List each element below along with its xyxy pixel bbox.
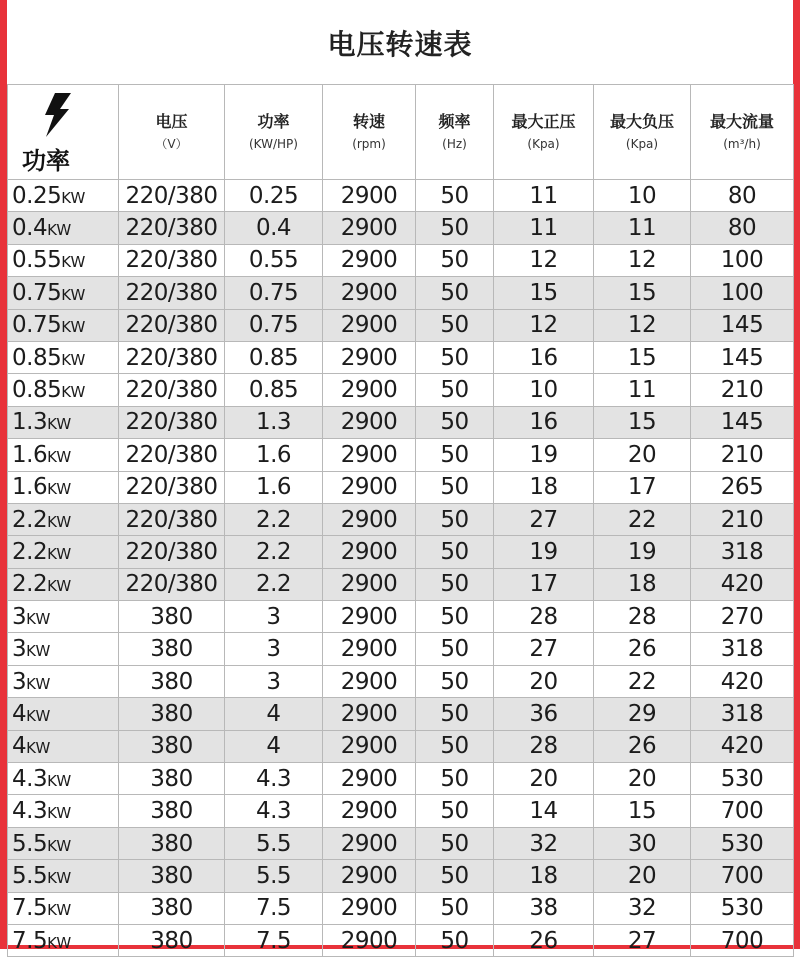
cell-max-positive-pressure: 20 xyxy=(494,763,594,795)
power-value: 2.2 xyxy=(12,506,48,533)
power-unit: KW xyxy=(47,415,72,434)
cell-max-positive-pressure: 16 xyxy=(494,406,594,438)
header-power-label: 功率 xyxy=(22,147,70,175)
cell-max-positive-pressure: 12 xyxy=(494,244,594,276)
cell-max-negative-pressure: 15 xyxy=(594,341,691,373)
table-row xyxy=(8,503,794,535)
table-row xyxy=(8,763,794,795)
cell-frequency: 50 xyxy=(416,698,494,730)
cell-max-negative-pressure: 30 xyxy=(594,827,691,859)
cell-power-kw: 4.3 xyxy=(225,795,323,827)
power-unit: KW xyxy=(47,901,72,920)
cell-voltage: 380 xyxy=(119,665,225,697)
cell-speed: 2900 xyxy=(323,503,416,535)
table-row xyxy=(8,471,794,503)
power-value: 3 xyxy=(12,668,27,695)
power-unit: KW xyxy=(61,188,86,207)
cell-max-positive-pressure: 28 xyxy=(494,601,594,633)
power-unit: KW xyxy=(26,642,51,661)
cell-max-positive-pressure: 38 xyxy=(494,892,594,924)
cell-voltage: 380 xyxy=(119,633,225,665)
cell-voltage: 380 xyxy=(119,795,225,827)
cell-frequency: 50 xyxy=(416,212,494,244)
cell-max-negative-pressure: 26 xyxy=(594,633,691,665)
cell-speed: 2900 xyxy=(323,892,416,924)
table-row xyxy=(8,439,794,471)
cell-max-flow: 210 xyxy=(691,374,794,406)
cell-power-kw: 2.2 xyxy=(225,536,323,568)
cell-power-kw: 5.5 xyxy=(225,860,323,892)
cell-power xyxy=(8,439,119,471)
cell-power-kw: 0.75 xyxy=(225,277,323,309)
cell-frequency: 50 xyxy=(416,439,494,471)
power-value: 2.2 xyxy=(12,571,48,598)
cell-frequency: 50 xyxy=(416,471,494,503)
cell-max-positive-pressure: 27 xyxy=(494,633,594,665)
cell-max-negative-pressure: 20 xyxy=(594,860,691,892)
cell-power xyxy=(8,763,119,795)
cell-power xyxy=(8,471,119,503)
cell-max-positive-pressure: 15 xyxy=(494,277,594,309)
cell-speed: 2900 xyxy=(323,601,416,633)
cell-power-kw: 3 xyxy=(225,633,323,665)
power-unit: KW xyxy=(61,253,86,272)
power-unit: KW xyxy=(47,221,72,240)
cell-max-positive-pressure: 12 xyxy=(494,309,594,341)
cell-speed: 2900 xyxy=(323,212,416,244)
power-unit: KW xyxy=(47,804,72,823)
table-row xyxy=(8,406,794,438)
table-row xyxy=(8,568,794,600)
cell-max-positive-pressure: 19 xyxy=(494,439,594,471)
cell-frequency: 50 xyxy=(416,860,494,892)
cell-speed: 2900 xyxy=(323,665,416,697)
table-row xyxy=(8,374,794,406)
power-value: 0.4 xyxy=(12,215,48,242)
power-value: 0.55 xyxy=(12,247,62,274)
cell-max-positive-pressure: 27 xyxy=(494,503,594,535)
cell-max-flow: 318 xyxy=(691,698,794,730)
cell-frequency: 50 xyxy=(416,730,494,762)
power-value: 0.85 xyxy=(12,377,62,404)
cell-max-positive-pressure: 17 xyxy=(494,568,594,600)
header-max-flow: 最大流量 (m³/h) xyxy=(691,85,794,180)
cell-power xyxy=(8,827,119,859)
cell-voltage: 220/380 xyxy=(119,568,225,600)
cell-power-kw: 1.3 xyxy=(225,406,323,438)
power-value: 7.5 xyxy=(12,895,48,922)
cell-max-flow: 100 xyxy=(691,244,794,276)
cell-power xyxy=(8,665,119,697)
cell-max-negative-pressure: 15 xyxy=(594,795,691,827)
table-row xyxy=(8,665,794,697)
cell-frequency: 50 xyxy=(416,568,494,600)
cell-speed: 2900 xyxy=(323,763,416,795)
table-row xyxy=(8,698,794,730)
header-max-negative-pressure: 最大负压 (Kpa) xyxy=(594,85,691,180)
power-value: 1.3 xyxy=(12,409,48,436)
cell-max-negative-pressure: 15 xyxy=(594,406,691,438)
cell-voltage: 220/380 xyxy=(119,374,225,406)
cell-power-kw: 1.6 xyxy=(225,439,323,471)
cell-max-negative-pressure: 32 xyxy=(594,892,691,924)
power-value: 3 xyxy=(12,636,27,663)
cell-speed: 2900 xyxy=(323,180,416,212)
power-value: 4 xyxy=(12,733,27,760)
table-row xyxy=(8,795,794,827)
cell-max-flow: 265 xyxy=(691,471,794,503)
cell-max-negative-pressure: 11 xyxy=(594,212,691,244)
power-unit: KW xyxy=(47,868,72,887)
cell-max-flow: 700 xyxy=(691,860,794,892)
table-row xyxy=(8,860,794,892)
power-value: 0.75 xyxy=(12,279,62,306)
power-unit: KW xyxy=(61,350,86,369)
cell-max-flow: 80 xyxy=(691,180,794,212)
cell-speed: 2900 xyxy=(323,698,416,730)
cell-voltage: 220/380 xyxy=(119,503,225,535)
cell-speed: 2900 xyxy=(323,924,416,956)
cell-power xyxy=(8,860,119,892)
table-row xyxy=(8,730,794,762)
cell-max-positive-pressure: 32 xyxy=(494,827,594,859)
power-unit: KW xyxy=(47,512,72,531)
cell-power xyxy=(8,892,119,924)
cell-frequency: 50 xyxy=(416,763,494,795)
cell-max-positive-pressure: 11 xyxy=(494,212,594,244)
cell-max-positive-pressure: 11 xyxy=(494,180,594,212)
cell-power-kw: 4.3 xyxy=(225,763,323,795)
cell-power-kw: 0.85 xyxy=(225,374,323,406)
cell-speed: 2900 xyxy=(323,795,416,827)
cell-max-negative-pressure: 12 xyxy=(594,244,691,276)
cell-max-flow: 145 xyxy=(691,309,794,341)
cell-max-flow: 210 xyxy=(691,503,794,535)
cell-max-negative-pressure: 20 xyxy=(594,439,691,471)
power-unit: KW xyxy=(26,609,51,628)
table-row xyxy=(8,212,794,244)
power-value: 5.5 xyxy=(12,862,48,889)
cell-power xyxy=(8,795,119,827)
cell-max-negative-pressure: 17 xyxy=(594,471,691,503)
power-value: 3 xyxy=(12,603,27,630)
power-value: 0.75 xyxy=(12,312,62,339)
cell-frequency: 50 xyxy=(416,244,494,276)
power-value: 4 xyxy=(12,700,27,727)
table-row xyxy=(8,180,794,212)
cell-voltage: 380 xyxy=(119,763,225,795)
cell-power xyxy=(8,601,119,633)
cell-speed: 2900 xyxy=(323,730,416,762)
cell-speed: 2900 xyxy=(323,341,416,373)
cell-power-kw: 2.2 xyxy=(225,503,323,535)
cell-power xyxy=(8,698,119,730)
cell-max-negative-pressure: 11 xyxy=(594,374,691,406)
cell-voltage: 380 xyxy=(119,892,225,924)
cell-frequency: 50 xyxy=(416,924,494,956)
cell-frequency: 50 xyxy=(416,892,494,924)
power-unit: KW xyxy=(47,480,72,499)
cell-power-kw: 3 xyxy=(225,665,323,697)
cell-voltage: 220/380 xyxy=(119,406,225,438)
cell-max-flow: 318 xyxy=(691,633,794,665)
cell-voltage: 380 xyxy=(119,860,225,892)
header-voltage: 电压 （V） xyxy=(119,85,225,180)
cell-max-positive-pressure: 18 xyxy=(494,860,594,892)
cell-max-flow: 530 xyxy=(691,827,794,859)
cell-max-positive-pressure: 14 xyxy=(494,795,594,827)
cell-voltage: 220/380 xyxy=(119,309,225,341)
cell-max-flow: 145 xyxy=(691,406,794,438)
cell-voltage: 220/380 xyxy=(119,536,225,568)
header-frequency: 频率 (Hz) xyxy=(416,85,494,180)
cell-voltage: 220/380 xyxy=(119,212,225,244)
cell-voltage: 380 xyxy=(119,601,225,633)
cell-max-flow: 700 xyxy=(691,795,794,827)
cell-max-flow: 145 xyxy=(691,341,794,373)
header-power-kw-hp: 功率 (KW/HP) xyxy=(225,85,323,180)
cell-voltage: 220/380 xyxy=(119,180,225,212)
power-unit: KW xyxy=(47,577,72,596)
cell-max-flow: 530 xyxy=(691,892,794,924)
cell-frequency: 50 xyxy=(416,341,494,373)
cell-voltage: 380 xyxy=(119,924,225,956)
cell-max-positive-pressure: 26 xyxy=(494,924,594,956)
cell-power xyxy=(8,244,119,276)
cell-power xyxy=(8,374,119,406)
power-unit: KW xyxy=(61,318,86,337)
power-value: 7.5 xyxy=(12,927,48,954)
table-row xyxy=(8,924,794,956)
cell-frequency: 50 xyxy=(416,665,494,697)
table-row xyxy=(8,633,794,665)
cell-max-negative-pressure: 28 xyxy=(594,601,691,633)
cell-power xyxy=(8,180,119,212)
power-value: 4.3 xyxy=(12,798,48,825)
cell-max-negative-pressure: 20 xyxy=(594,763,691,795)
power-unit: KW xyxy=(26,674,51,693)
cell-power-kw: 1.6 xyxy=(225,471,323,503)
cell-power-kw: 3 xyxy=(225,601,323,633)
cell-frequency: 50 xyxy=(416,827,494,859)
cell-max-negative-pressure: 19 xyxy=(594,536,691,568)
cell-max-flow: 318 xyxy=(691,536,794,568)
cell-power-kw: 7.5 xyxy=(225,892,323,924)
cell-speed: 2900 xyxy=(323,439,416,471)
cell-speed: 2900 xyxy=(323,536,416,568)
cell-speed: 2900 xyxy=(323,860,416,892)
cell-power-kw: 0.55 xyxy=(225,244,323,276)
cell-voltage: 220/380 xyxy=(119,244,225,276)
cell-speed: 2900 xyxy=(323,277,416,309)
cell-power xyxy=(8,341,119,373)
cell-speed: 2900 xyxy=(323,406,416,438)
cell-max-negative-pressure: 22 xyxy=(594,503,691,535)
cell-power xyxy=(8,924,119,956)
page-title: 电压转速表 xyxy=(327,28,473,61)
power-unit: KW xyxy=(47,836,72,855)
cell-power-kw: 4 xyxy=(225,698,323,730)
cell-max-positive-pressure: 19 xyxy=(494,536,594,568)
cell-speed: 2900 xyxy=(323,471,416,503)
cell-max-positive-pressure: 36 xyxy=(494,698,594,730)
cell-max-positive-pressure: 28 xyxy=(494,730,594,762)
table-row xyxy=(8,601,794,633)
cell-power xyxy=(8,568,119,600)
header-max-positive-pressure: 最大正压 (Kpa) xyxy=(494,85,594,180)
cell-frequency: 50 xyxy=(416,180,494,212)
cell-max-positive-pressure: 16 xyxy=(494,341,594,373)
power-value: 4.3 xyxy=(12,765,48,792)
cell-power-kw: 2.2 xyxy=(225,568,323,600)
cell-power xyxy=(8,277,119,309)
cell-power xyxy=(8,503,119,535)
cell-max-flow: 700 xyxy=(691,924,794,956)
cell-max-positive-pressure: 10 xyxy=(494,374,594,406)
cell-power-kw: 0.25 xyxy=(225,180,323,212)
cell-speed: 2900 xyxy=(323,827,416,859)
power-unit: KW xyxy=(26,706,51,725)
cell-voltage: 220/380 xyxy=(119,471,225,503)
cell-max-negative-pressure: 18 xyxy=(594,568,691,600)
table-row xyxy=(8,244,794,276)
cell-max-flow: 420 xyxy=(691,730,794,762)
cell-max-positive-pressure: 20 xyxy=(494,665,594,697)
cell-power-kw: 0.85 xyxy=(225,341,323,373)
power-unit: KW xyxy=(47,447,72,466)
cell-power-kw: 7.5 xyxy=(225,924,323,956)
cell-voltage: 220/380 xyxy=(119,341,225,373)
power-unit: KW xyxy=(47,771,72,790)
cell-max-negative-pressure: 27 xyxy=(594,924,691,956)
power-value: 0.25 xyxy=(12,182,62,209)
cell-max-flow: 420 xyxy=(691,568,794,600)
cell-frequency: 50 xyxy=(416,374,494,406)
cell-power xyxy=(8,406,119,438)
cell-max-negative-pressure: 15 xyxy=(594,277,691,309)
power-value: 5.5 xyxy=(12,830,48,857)
cell-voltage: 380 xyxy=(119,730,225,762)
cell-max-flow: 210 xyxy=(691,439,794,471)
cell-power xyxy=(8,212,119,244)
cell-power xyxy=(8,309,119,341)
cell-max-flow: 80 xyxy=(691,212,794,244)
cell-frequency: 50 xyxy=(416,601,494,633)
cell-max-negative-pressure: 22 xyxy=(594,665,691,697)
cell-max-negative-pressure: 29 xyxy=(594,698,691,730)
cell-speed: 2900 xyxy=(323,309,416,341)
cell-power xyxy=(8,633,119,665)
cell-power-kw: 4 xyxy=(225,730,323,762)
cell-speed: 2900 xyxy=(323,568,416,600)
cell-power xyxy=(8,536,119,568)
table-row xyxy=(8,536,794,568)
cell-power xyxy=(8,730,119,762)
voltage-speed-table xyxy=(7,84,794,957)
cell-max-negative-pressure: 26 xyxy=(594,730,691,762)
cell-max-flow: 420 xyxy=(691,665,794,697)
power-unit: KW xyxy=(26,739,51,758)
cell-voltage: 380 xyxy=(119,827,225,859)
cell-frequency: 50 xyxy=(416,277,494,309)
cell-speed: 2900 xyxy=(323,633,416,665)
cell-frequency: 50 xyxy=(416,503,494,535)
table-row xyxy=(8,309,794,341)
cell-power-kw: 0.4 xyxy=(225,212,323,244)
table-header-row xyxy=(8,85,794,180)
cell-frequency: 50 xyxy=(416,406,494,438)
table-row xyxy=(8,827,794,859)
table-row xyxy=(8,341,794,373)
cell-voltage: 220/380 xyxy=(119,277,225,309)
power-value: 1.6 xyxy=(12,474,48,501)
cell-max-negative-pressure: 12 xyxy=(594,309,691,341)
cell-max-positive-pressure: 18 xyxy=(494,471,594,503)
table-row xyxy=(8,277,794,309)
table-body xyxy=(8,180,794,957)
cell-frequency: 50 xyxy=(416,633,494,665)
cell-speed: 2900 xyxy=(323,374,416,406)
table-row xyxy=(8,892,794,924)
cell-power-kw: 0.75 xyxy=(225,309,323,341)
power-unit: KW xyxy=(47,933,72,952)
cell-frequency: 50 xyxy=(416,309,494,341)
header-speed: 转速 (rpm) xyxy=(323,85,416,180)
cell-speed: 2900 xyxy=(323,244,416,276)
cell-frequency: 50 xyxy=(416,795,494,827)
cell-max-flow: 270 xyxy=(691,601,794,633)
power-value: 0.85 xyxy=(12,344,62,371)
cell-max-negative-pressure: 10 xyxy=(594,180,691,212)
power-unit: KW xyxy=(47,544,72,563)
cell-frequency: 50 xyxy=(416,536,494,568)
cell-voltage: 380 xyxy=(119,698,225,730)
power-value: 2.2 xyxy=(12,538,48,565)
power-unit: KW xyxy=(61,383,86,402)
power-unit: KW xyxy=(61,285,86,304)
cell-max-flow: 530 xyxy=(691,763,794,795)
lightning-bolt-icon xyxy=(42,93,72,137)
header-power-corner xyxy=(8,85,119,180)
cell-voltage: 220/380 xyxy=(119,439,225,471)
power-value: 1.6 xyxy=(12,441,48,468)
cell-max-flow: 100 xyxy=(691,277,794,309)
cell-power-kw: 5.5 xyxy=(225,827,323,859)
